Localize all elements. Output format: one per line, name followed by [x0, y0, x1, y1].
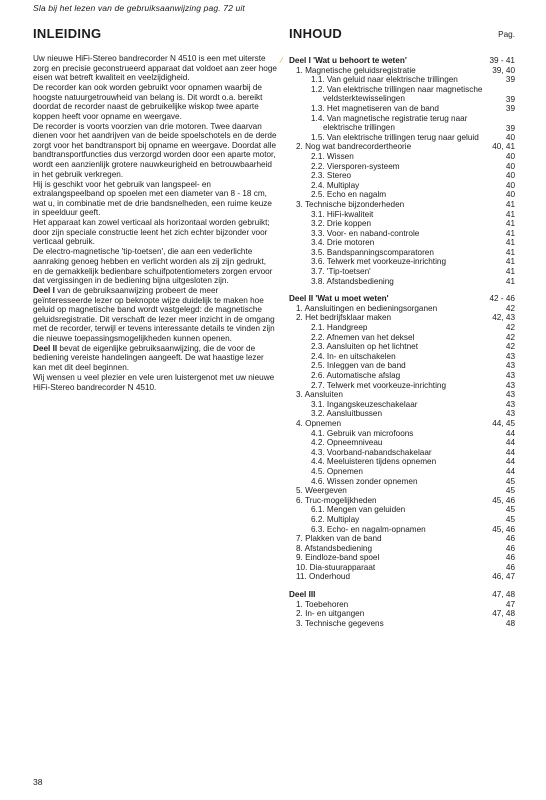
toc-entry: [289, 381, 515, 391]
toc-entry: [289, 142, 515, 152]
toc-entry-page: 40: [505, 151, 515, 161]
toc-entry-page: 44, 45: [492, 418, 515, 428]
toc-entry-page: 42, 43: [492, 313, 515, 323]
toc-entry: [289, 400, 515, 410]
toc-entry: [289, 467, 515, 477]
toc-entry: [289, 171, 515, 181]
deel2-label: Deel II: [33, 343, 58, 353]
toc-entry-label: 2. Het bedrijfsklaar maken: [296, 313, 392, 323]
deel3-pages: 47, 48: [492, 590, 515, 600]
toc-entry: [289, 525, 515, 535]
toc-entry: [289, 534, 515, 544]
toc-entry-label: 2.6. Automatische afslag: [311, 371, 401, 380]
toc-entry-label: 1.2. Van elektrische trillingen naar magnetische veldsterktewisselingen: [311, 84, 483, 104]
toc-entry-label: 3. Technische gegevens: [296, 618, 384, 628]
toc-entry-label: 4.2. Opneemniveau: [311, 438, 383, 448]
toc-entry-label: 2.1. Wissen: [311, 151, 354, 161]
toc-entry-page: 42: [505, 332, 515, 342]
toc-entry: [289, 429, 515, 439]
toc-entry-label: 9. Eindloze-band spoel: [296, 553, 380, 563]
toc-entry-page: 41: [505, 228, 515, 238]
toc-entry: [289, 85, 515, 104]
toc-entry-label: 3.3. Voor- en naband-controle: [311, 228, 420, 238]
toc-entry-label: 1.4. Van magnetische registratie terug naar elektrische trillingen: [311, 113, 468, 133]
toc-entry-page: 41: [505, 267, 515, 277]
toc-entry-page: 44: [505, 428, 515, 438]
toc-entry-label: 1.1. Van geluid naar elektrische trillingen: [311, 75, 458, 85]
toc-entry-label: 2.5. Echo en nagalm: [311, 190, 387, 200]
deel1-text: van de gebruiksaanwijzing probeert de meer geïnteresseerde lezer op beknopte wijze duidelijk te maken hoe geluid op magnetische band wordt vastgelegd: de magnetische geluidsregistratie. Dit verschaft de lezer meer inzicht in de omgang met de recorder, terwijl er tevens interessante details te vinden zijn die nieuwe toepassingsmogelijkheden kunnen openen.: [33, 286, 275, 343]
toc-entry-label: 2.2. Viersporen-systeem: [311, 161, 400, 171]
paragraph: Het apparaat kan zowel verticaal als horizontaal worden gebruikt; door zijn speciale constructie leent het zich echter bijzonder voor verticaal gebruik.: [33, 218, 270, 247]
toc-entry-page: 40: [505, 180, 515, 190]
toc-entry-page: 39, 40: [492, 65, 515, 75]
toc-entry-page: 41: [505, 219, 515, 229]
toc-entry-label: 8. Afstandsbediening: [296, 543, 373, 553]
deel2-text: bevat de eigenlijke gebruiksaanwijzing, die de voor de bediening vereiste handelingen aangeeft. De wat haastige lezer kan met dit deel beginnen.: [33, 343, 264, 372]
toc-entry-label: 6. Truc-mogelijkheden: [296, 495, 377, 505]
inleiding-section: [33, 26, 277, 393]
toc-entry: [289, 409, 515, 419]
toc-entry: [289, 152, 515, 162]
toc-entry-label: 2.4. In- en uitschakelen: [311, 351, 396, 361]
toc-entry: [289, 419, 515, 429]
toc-entry: [289, 190, 515, 200]
toc-entry: [289, 219, 515, 229]
paragraph: Wij wensen u veel plezier en vele uren luistergenot met uw nieuwe HiFi-Stereo bandrecorder N 4510.: [33, 373, 275, 392]
toc-entry-label: 4.4. Meeluisteren tijdens opnemen: [311, 457, 437, 467]
toc-entry-label: 4.5. Opnemen: [311, 466, 363, 476]
toc-entry-label: 3.6. Telwerk met voorkeuze-inrichting: [311, 257, 447, 267]
toc-entry: [289, 496, 515, 506]
deel2-pages: 42 - 46: [489, 294, 515, 304]
toc-entry-page: 41: [505, 199, 515, 209]
toc-entry: [289, 572, 515, 582]
toc-entry-page: 43: [505, 380, 515, 390]
toc-entry-label: 6.2. Multiplay: [311, 514, 360, 524]
paragraph: De electro-magnetische 'tip-toetsen', die aan een vederlichte aanraking genoeg hebben en verlicht worden als zij zijn gedrukt, en de gemakkelijk bedienbare schuifpotentiometers zorgen ervoor dat vergissingen in de bediening bijna uitgesloten zijn.: [33, 247, 273, 286]
margin-mark: ⁄: [281, 56, 283, 65]
paragraph: Uw nieuwe HiFi-Stereo bandrecorder N 4510 is een met uiterste zorg en precisie geconstrueerd apparaat dat voldoet aan zeer hoge eisen wat betreft kwaliteit en veelzijdigheid.: [33, 54, 277, 83]
reading-note: Sla bij het lezen van de gebruiksaanwijzing pag. 72 uit: [33, 3, 245, 13]
toc-entry-page: 43: [505, 361, 515, 371]
toc-entry-page: 43: [505, 409, 515, 419]
toc-entry: [289, 277, 515, 287]
toc-entry-page: 46: [505, 543, 515, 553]
toc-entry-label: 10. Dia-stuurapparaat: [296, 562, 376, 572]
toc-entry-label: 7. Plakken van de band: [296, 534, 382, 544]
toc-entry-label: 4.3. Voorband-nabandschakelaar: [311, 447, 432, 457]
toc-entry: [289, 553, 515, 563]
toc-entry: [289, 544, 515, 554]
toc-entry-page: 45, 46: [492, 495, 515, 505]
toc-entry: [289, 600, 515, 610]
deel2-toc: [289, 304, 515, 582]
toc-entry-page: 43: [505, 371, 515, 380]
toc-entry: [289, 200, 515, 210]
toc-entry-page: 46, 47: [492, 572, 515, 582]
toc-entry: [289, 162, 515, 172]
toc-entry-label: 3.4. Drie motoren: [311, 238, 375, 248]
toc-entry: [289, 505, 515, 515]
toc-entry: [289, 181, 515, 191]
toc-entry-page: 43: [505, 390, 515, 400]
toc-entry-label: 2.4. Multiplay: [311, 180, 360, 190]
toc-entry-label: 3.8. Afstandsbediening: [311, 276, 394, 286]
toc-entry-label: 2.7. Telwerk met voorkeuze-inrichting: [311, 380, 447, 390]
deel1-heading: Deel I 'Wat u behoort te weten' 39 - 41: [289, 56, 515, 65]
toc-entry-label: 3.2. Drie koppen: [311, 219, 372, 229]
deel1-toc: [289, 66, 515, 287]
toc-entry-page: 41: [505, 257, 515, 267]
pag-label: Pag.: [498, 30, 515, 39]
toc-entry: [289, 486, 515, 496]
toc-entry-label: 2.3. Aansluiten op het lichtnet: [311, 342, 418, 352]
toc-entry: [289, 257, 515, 267]
toc-entry: [289, 133, 515, 143]
toc-entry: [289, 313, 515, 323]
toc-entry-page: 42: [505, 342, 515, 352]
toc-entry-page: 42: [505, 303, 515, 313]
toc-entry-page: 45: [505, 486, 515, 496]
toc-entry-page: 40: [505, 190, 515, 200]
toc-entry-page: 39: [505, 95, 515, 105]
toc-entry: [289, 323, 515, 333]
toc-entry: [289, 609, 515, 619]
toc-entry-page: 43: [505, 351, 515, 361]
toc-entry: [289, 210, 515, 220]
toc-entry-page: 39: [505, 75, 515, 85]
toc-entry-page: 40: [505, 132, 515, 142]
toc-entry-label: 6.3. Echo- en nagalm-opnamen: [311, 524, 426, 534]
toc-entry-page: 41: [505, 209, 515, 219]
toc-entry-page: 44: [505, 466, 515, 476]
toc-entry-label: 3.7. 'Tip-toetsen': [311, 267, 371, 277]
paragraph: Hij is geschikt voor het gebruik van langspeel- en extralangspeelband op spoelen met een diameter van 8 - 18 cm, wat u, in combinatie met de drie bandsnelheden, een ruime keuze in speelduur geeft.: [33, 179, 272, 218]
toc-entry-page: 41: [505, 276, 515, 286]
toc-entry-page: 42: [505, 323, 515, 333]
deel3-toc: [289, 600, 515, 629]
toc-entry-page: 40, 41: [492, 142, 515, 152]
toc-entry-page: 48: [505, 618, 515, 628]
toc-entry: [289, 477, 515, 487]
toc-entry-label: 3.1. HiFi-kwaliteit: [311, 209, 374, 219]
toc-entry-page: 41: [505, 238, 515, 248]
toc-entry-page: 46: [505, 553, 515, 563]
toc-entry-page: 40: [505, 161, 515, 171]
toc-entry: [289, 390, 515, 400]
deel2-heading: Deel II 'Wat u moet weten' 42 - 46: [289, 294, 515, 304]
toc-entry: [289, 619, 515, 629]
toc-entry-label: 3.5. Bandspanningscomparatoren: [311, 247, 434, 257]
toc-entry-page: 45: [505, 505, 515, 515]
toc-entry-label: 2.5. Inleggen van de band: [311, 361, 406, 371]
toc-entry-label: 4. Opnemen: [296, 418, 342, 428]
toc-entry-page: 39: [505, 103, 515, 113]
inhoud-header: [289, 26, 515, 42]
toc-entry-label: 1.3. Het magnetiseren van de band: [311, 103, 439, 113]
toc-entry-label: 3. Technische bijzonderheden: [296, 199, 405, 209]
toc-entry-page: 47: [505, 599, 515, 609]
toc-entry-label: 2.1. Handgreep: [311, 323, 368, 333]
toc-entry: [289, 438, 515, 448]
deel1-label: Deel I: [33, 286, 55, 296]
deel1-pages: 39 - 41: [489, 56, 515, 65]
toc-entry-label: 3.2. Aansluitbussen: [311, 409, 383, 419]
toc-entry: [289, 66, 515, 76]
toc-entry: [289, 248, 515, 258]
toc-entry-page: 39: [505, 124, 515, 134]
toc-entry: [289, 304, 515, 314]
toc-entry-label: 2. Nog wat bandrecordertheorie: [296, 142, 412, 152]
toc-entry-page: 44: [505, 457, 515, 467]
toc-entry-label: 6.1. Mengen van geluiden: [311, 505, 406, 515]
toc-entry: [289, 515, 515, 525]
toc-entry-page: 45, 46: [492, 524, 515, 534]
toc-entry: [289, 229, 515, 239]
toc-entry: [289, 563, 515, 573]
toc-entry-page: 40: [505, 171, 515, 181]
toc-entry: [289, 448, 515, 458]
toc-entry-label: 2.3. Stereo: [311, 171, 352, 181]
toc-entry-page: 45: [505, 514, 515, 524]
toc-entry-label: 1.5. Van elektrische trillingen terug naar geluid: [311, 132, 479, 142]
page-number: 38: [33, 777, 43, 787]
toc-entry-label: 3.1. Ingangskeuzeschakelaar: [311, 399, 418, 409]
toc-entry-label: 2.2. Afnemen van het deksel: [311, 332, 415, 342]
toc-entry: [289, 75, 515, 85]
toc-entry-page: 46: [505, 534, 515, 544]
toc-entry-page: 46: [505, 562, 515, 572]
inleiding-title: INLEIDING: [33, 26, 102, 41]
toc-entry-page: 44: [505, 438, 515, 448]
toc-entry-label: 11. Onderhoud: [296, 572, 351, 582]
toc-entry-page: 43: [505, 399, 515, 409]
toc-entry: [289, 104, 515, 114]
toc-entry: [289, 361, 515, 371]
toc-entry-label: 1. Magnetische geluidsregistratie: [296, 65, 416, 75]
toc-entry-label: 1. Aansluitingen en bedieningsorganen: [296, 303, 438, 313]
toc-entry-page: 47, 48: [492, 609, 515, 619]
toc-entry: [289, 342, 515, 352]
toc-entry: [289, 333, 515, 343]
toc-entry-label: 1. Toebehoren: [296, 599, 349, 609]
toc-entry-label: 4.6. Wissen zonder opnemen: [311, 476, 418, 486]
toc-entry-page: 44: [505, 447, 515, 457]
toc-entry: [289, 267, 515, 277]
toc-entry-label: 5. Weergeven: [296, 486, 347, 496]
toc-entry: [289, 114, 515, 133]
paragraph-deel1: [33, 286, 277, 343]
paragraph: De recorder is voorts voorzien van drie motoren. Twee daarvan dienen voor het aandrijven van de beide spoelschotels en de derde zorgt voor het bandtransport bij opname en weergave. Doordat alle bandtransportfuncties dus verzorgd worden door een aparte motor, wordt een aanzienlijk grotere nauwkeurigheid en betrouwbaarheid in het gebruik verkregen.: [33, 121, 277, 179]
toc-entry-label: 3. Aansluiten: [296, 390, 343, 400]
paragraph: De recorder kan ook worden gebruikt voor opnamen waarbij de hoogste natuurgetrouwheid van belang is. Dit wordt o.a. bereikt doordat de recorder naast de gebruikelijke wiskop twee aparte koppen heeft voor opname en weergave.: [33, 83, 263, 121]
toc-entry-page: 41: [505, 247, 515, 257]
toc-entry-label: 2. In- en uitgangen: [296, 609, 365, 619]
toc-entry: [289, 457, 515, 467]
toc-entry: [289, 238, 515, 248]
toc-entry-page: 45: [505, 476, 515, 486]
toc-entry: [289, 371, 515, 381]
toc-entry-label: 4.1. Gebruik van microfoons: [311, 428, 414, 438]
inhoud-section: [289, 26, 515, 628]
deel3-heading: Deel III 47, 48: [289, 590, 515, 600]
inhoud-title: INHOUD: [289, 26, 343, 41]
paragraph-deel2: [33, 344, 277, 373]
toc-entry: [289, 352, 515, 362]
